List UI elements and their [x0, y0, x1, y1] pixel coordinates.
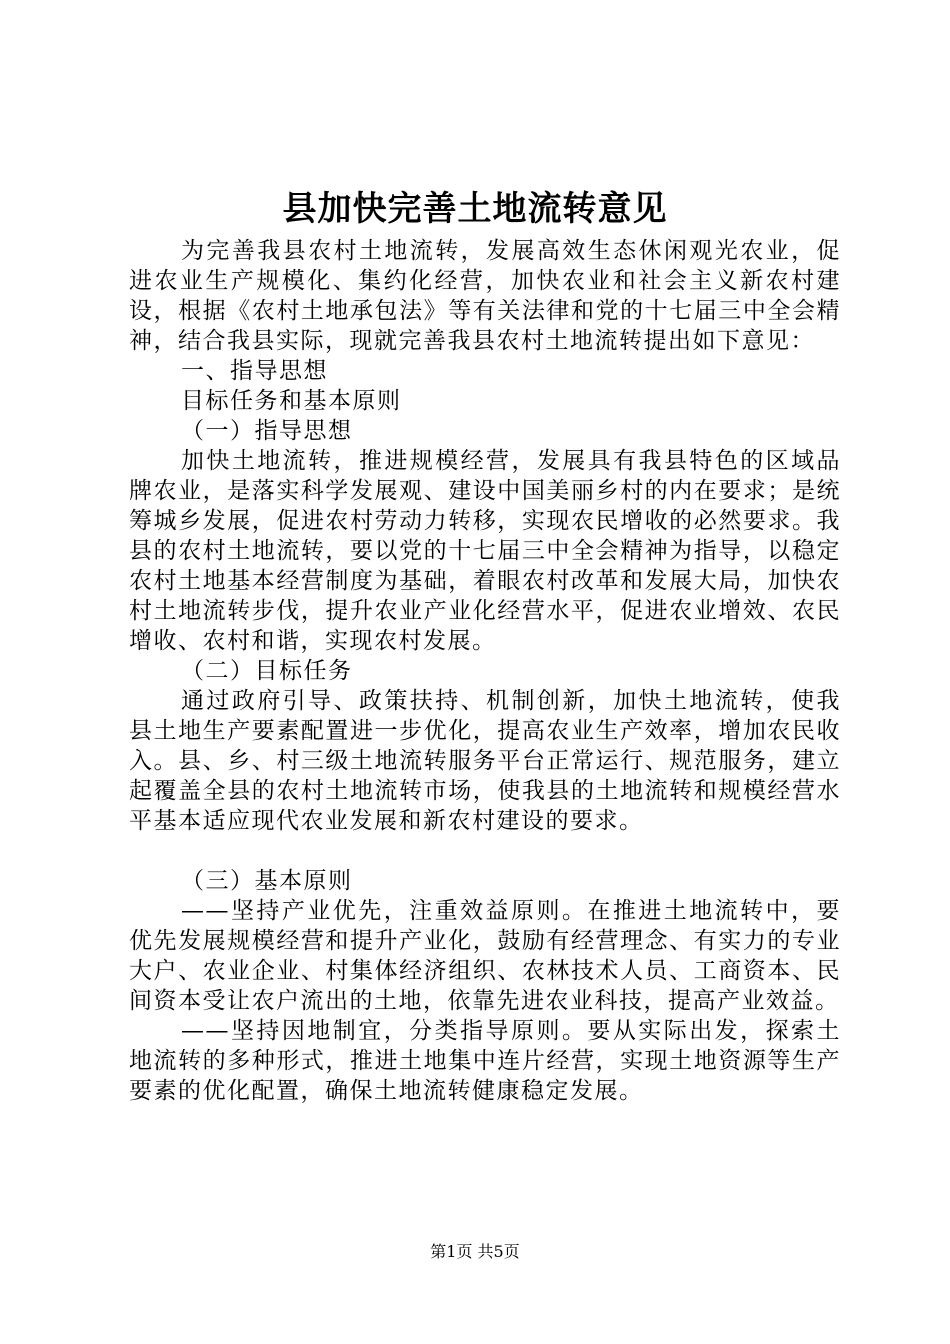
document-title: 县加快完善土地流转意见 [282, 189, 668, 229]
section-heading-goals-principles: 目标任务和基本原则 [181, 388, 402, 414]
subheading-guiding-ideology: （一）指导思想 [181, 418, 353, 444]
intro-paragraph: 为完善我县农村土地流转，发展高效生态休闲观光农业，促进农业生产规模化、集约化经营，加快农业和社会主义新农村建设，根据《农村土地承包法》等有关法律和党的十七届三中全会精神，结合我县实际，现就完善我县农村土地流转提出如下意见： [129, 238, 841, 354]
guiding-ideology-paragraph: 加快土地流转，推进规模经营，发展具有我县特色的区域品牌农业，是落实科学发展观、建设中国美丽乡村的内在要求；是统筹城乡发展，促进农村劳动力转移，实现农民增收的必然要求。我县的农村土地流转，要以党的十七届三中全会精神为指导，以稳定农村土地基本经营制度为基础，着眼农村改革和发展大局，加快农村土地流转步伐，提升农业产业化经营水平，促进农业增效、农民增收、农村和谐，实现农村发展。 [129, 448, 841, 654]
subheading-goals: （二）目标任务 [181, 658, 353, 684]
subheading-basic-principles: （三）基本原则 [181, 868, 353, 894]
document-body [129, 236, 841, 1106]
section-heading-guiding-ideology: 一、指导思想 [181, 358, 328, 384]
page-number-footer: 第1页 共5页 [430, 1242, 520, 1261]
goals-paragraph: 通过政府引导、政策扶持、机制创新，加快土地流转，使我县土地生产要素配置进一步优化，提高农业生产效率，增加农民收入。县、乡、村三级土地流转服务平台正常运行、规范服务，建立起覆盖全县的农村土地流转市场，使我县的土地流转和规模经营水平基本适应现代农业发展和新农村建设的要求。 [129, 688, 841, 834]
principle-industry-first-paragraph: ——坚持产业优先，注重效益原则。在推进土地流转中，要优先发展规模经营和提升产业化，鼓励有经营理念、有实力的专业大户、农业企业、村集体经济组织、农林技术人员、工商资本、民间资本受让农户流出的土地，依靠先进农业科技，提高产业效益。 [129, 898, 841, 1014]
principle-local-conditions-paragraph: ——坚持因地制宜，分类指导原则。要从实际出发，探索土地流转的多种形式，推进土地集中连片经营，实现土地资源等生产要素的优化配置，确保土地流转健康稳定发展。 [129, 1018, 841, 1104]
